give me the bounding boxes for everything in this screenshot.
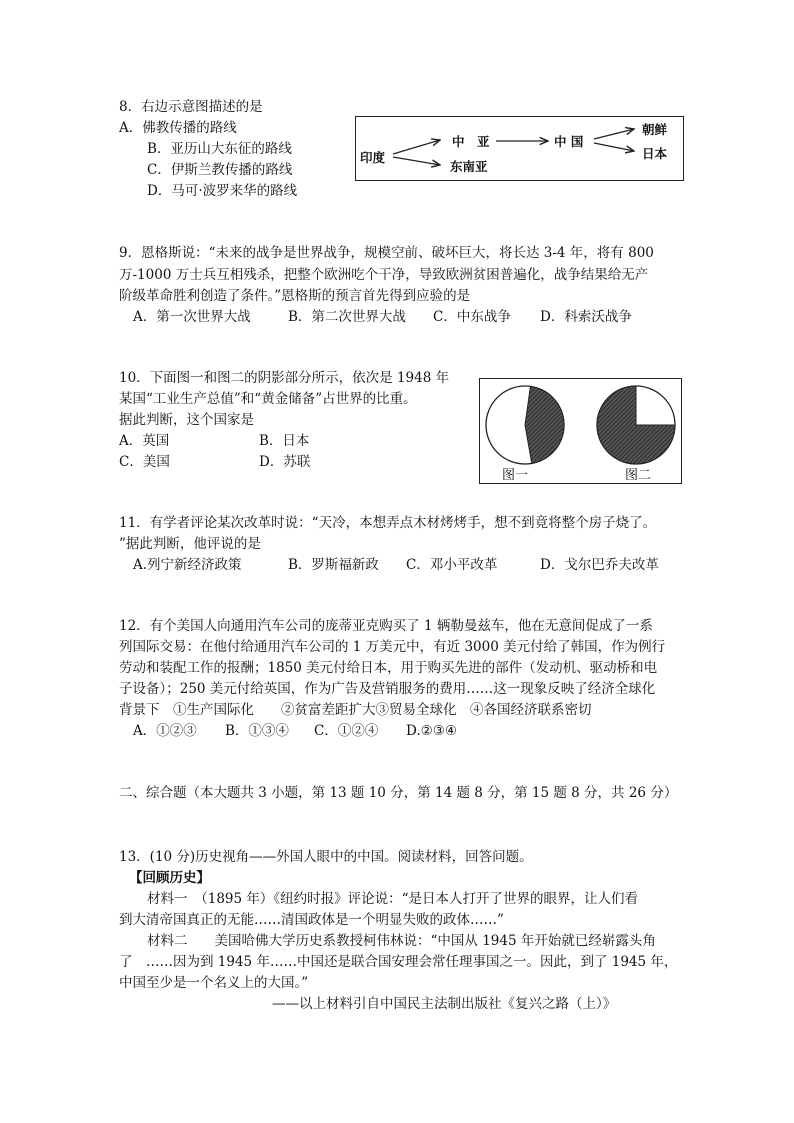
route-arrows — [356, 117, 683, 180]
pie-label-1: 图一 — [502, 468, 529, 483]
pie-1-shaded-slice — [525, 386, 564, 463]
pie-chart-2 — [597, 386, 675, 464]
q9-option-c: C．中东战争 — [433, 309, 511, 325]
q9-option-a: A．第一次世界大战 — [133, 309, 251, 325]
route-korea: 朝鲜 — [642, 122, 668, 137]
q12-line-4: 子设备）；250 美元付给英国，作为广告及营销服务的费用……这一现象反映了经济全球化 — [119, 681, 656, 697]
q13-material-2-line-2: 了 ……因为到 1945 年……中国还是联合国安理会常任理事国之一。因此，到了 1945 年， — [119, 954, 678, 970]
q10-line-2: 某国“工业生产总值”和“黄金储备”占世界的比重。 — [119, 391, 417, 407]
q9-line-3: 阶级革命胜利创造了条件。”恩格斯的预言首先得到应验的是 — [119, 288, 471, 304]
q13-material-1-line-1: 材料一 （1895 年）《纽约时报》评论说：“是日本人打开了世界的眼界，让人们看 — [147, 891, 639, 907]
q8-option-a: A．佛教传播的路线 — [119, 120, 237, 136]
q11-option-a: A.列宁新经济政策 — [133, 557, 242, 573]
q11-option-d: D．戈尔巴乔夫改革 — [540, 557, 659, 573]
route-japan: 日本 — [642, 146, 668, 161]
q8-option-b: B．亚历山大东征的路线 — [147, 141, 292, 157]
q12-line-5: 背景下 ①生产国际化 ②贫富差距扩大③贸易全球化 ④各国经济联系密切 — [119, 702, 592, 718]
q13-material-1-line-2: 到大清帝国真正的无能……清国政体是一个明显失败的政体……” — [119, 912, 504, 928]
route-india: 印度 — [360, 150, 386, 165]
route-central-asia: 中 亚 — [452, 134, 490, 149]
q12-option-c: C．①②④ — [314, 723, 379, 739]
q11-option-b: B．罗斯福新政 — [288, 557, 379, 573]
q13-subheading: 【回顾历史】 — [129, 870, 210, 886]
q10-option-d: D．苏联 — [259, 454, 311, 470]
q10-option-c: C．美国 — [119, 454, 170, 470]
q11-line-2: ”据此判断，他评说的是 — [119, 536, 261, 552]
q13-source: ——以上材料引自中国民主法制出版社《复兴之路（上）》 — [272, 996, 617, 1012]
q13-title: 13．(10 分)历史视角——外国人眼中的中国。阅读材料，回答问题。 — [119, 849, 533, 865]
q9-option-d: D．科索沃战争 — [540, 309, 632, 325]
route-diagram — [355, 116, 684, 181]
q11-option-c: C．邓小平改革 — [406, 557, 498, 573]
route-southeast-asia: 东南亚 — [450, 159, 488, 174]
q9-option-b: B．第二次世界大战 — [288, 309, 406, 325]
q12-line-3: 劳动和装配工作的报酬；1850 美元付给日本，用于购买先进的部件（发动机、驱动桥和电 — [119, 660, 658, 676]
route-china: 中 国 — [554, 134, 584, 149]
q10-option-b: B．日本 — [259, 433, 310, 449]
pie-label-2: 图二 — [625, 468, 652, 483]
q12-option-d: D.②③④ — [406, 723, 457, 739]
q10-line-3: 据此判断，这个国家是 — [119, 412, 254, 428]
q9-line-1: 9．恩格斯说：“未来的战争是世界战争，规模空前、破坏巨大，将长达 3-4 年，将有 800 — [119, 245, 654, 261]
q8-stem: 8．右边示意图描述的是 — [119, 99, 263, 115]
pie-chart-1 — [486, 386, 564, 464]
section-2-heading: 二、综合题（本大题共 3 小题，第 13 题 10 分，第 14 题 8 分，第 15 题 8 分，共 26 分） — [119, 785, 678, 801]
q9-line-2: 万-1000 万士兵互相残杀，把整个欧洲吃个干净，导致欧洲贫困普遍化，战争结果给无产 — [119, 267, 649, 283]
q12-line-2: 列国际交易：在他付给通用汽车公司的 1 万美元中，有近 3000 美元付给了韩国，作为例行 — [119, 639, 666, 655]
q11-line-1: 11．有学者评论某次改革时说：“天冷，本想弄点木材烤烤手，想不到竟将整个房子烧了。 — [119, 515, 657, 531]
q12-line-1: 12．有个美国人向通用汽车公司的庞蒂亚克购买了 1 辆勒曼兹车，他在无意间促成了一系 — [119, 618, 653, 634]
q12-option-a: A．①②③ — [133, 723, 197, 739]
q13-material-2-line-1: 材料二 美国哈佛大学历史系教授柯伟林说：“中国从 1945 年开始就已经崭露头角 — [147, 933, 656, 949]
q12-option-b: B．①③④ — [225, 723, 289, 739]
q10-line-1: 10．下面图一和图二的阴影部分所示，依次是 1948 年 — [119, 370, 450, 386]
pie-figure — [479, 378, 682, 484]
q10-option-a: A．英国 — [119, 433, 170, 449]
q13-material-2-line-3: 中国至少是一个名义上的大国。” — [119, 975, 309, 991]
q8-option-d: D．马可·波罗来华的路线 — [147, 183, 298, 199]
q8-option-c: C．伊斯兰教传播的路线 — [147, 162, 293, 178]
